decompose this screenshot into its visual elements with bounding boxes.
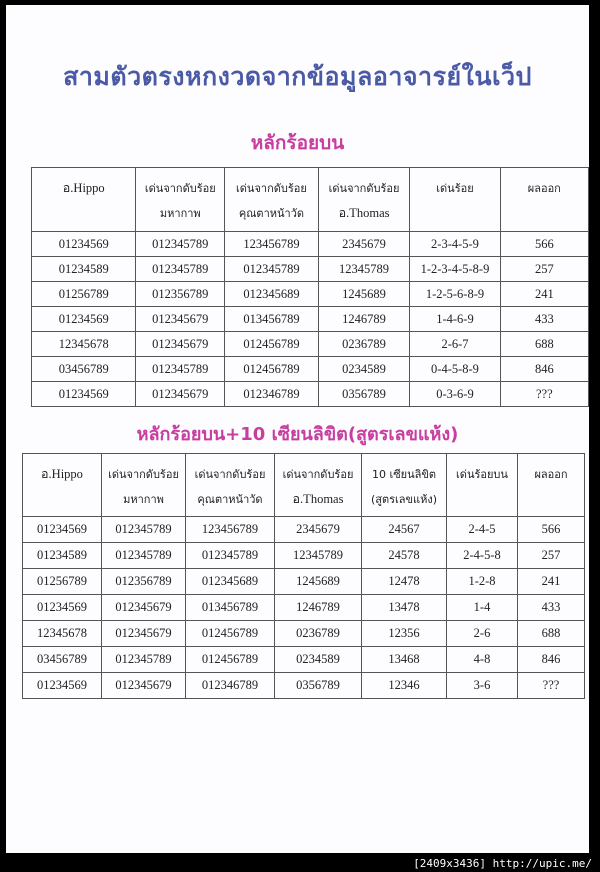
table-header-row — [23, 454, 585, 517]
cell: 2-4-5-8 — [447, 543, 518, 569]
cell: 012345789 — [102, 517, 186, 543]
cell: 1-4 — [447, 595, 518, 621]
table-row — [23, 673, 585, 699]
cell: 12345678 — [23, 621, 102, 647]
header-thomas — [275, 454, 362, 517]
table-row — [23, 595, 585, 621]
cell: 13468 — [362, 647, 447, 673]
cell: 0-4-5-8-9 — [410, 357, 500, 382]
cell: 2-6 — [447, 621, 518, 647]
cell: 012345789 — [136, 232, 225, 257]
cell: 1-2-3-4-5-8-9 — [410, 257, 500, 282]
cell: 012346789 — [225, 382, 319, 407]
cell: 012456789 — [225, 357, 319, 382]
cell: 0234589 — [275, 647, 362, 673]
header-line: เด่นร้อยบน — [456, 468, 508, 481]
cell: 013456789 — [186, 595, 275, 621]
cell: 012345679 — [102, 673, 186, 699]
header-den-roi — [410, 168, 500, 232]
header-line: มหากาพ — [159, 207, 201, 220]
header-khunta — [186, 454, 275, 517]
header-line: มหากาพ — [123, 493, 164, 506]
header-result — [518, 454, 585, 517]
header-line: ผลออก — [527, 182, 561, 195]
table-row — [32, 307, 589, 332]
cell: 012345789 — [136, 257, 225, 282]
header-line: อ.Hippo — [41, 467, 83, 481]
header-line: อ.Thomas — [292, 492, 344, 506]
cell: 12356 — [362, 621, 447, 647]
cell: 24578 — [362, 543, 447, 569]
cell: 012356789 — [102, 569, 186, 595]
cell: 1246789 — [318, 307, 410, 332]
cell: 012345789 — [102, 543, 186, 569]
table-row — [32, 357, 589, 382]
table-row — [32, 257, 589, 282]
cell: 012345679 — [102, 595, 186, 621]
cell: 012345789 — [225, 257, 319, 282]
header-line: อ.Hippo — [62, 181, 105, 195]
header-line: 10 เซียนลิขิต — [371, 468, 437, 481]
document-title: สามตัวตรงหกงวดจากข้อมูลอาจารย์ในเว็ป — [63, 62, 532, 91]
cell: 257 — [518, 543, 585, 569]
cell: 1-2-8 — [447, 569, 518, 595]
cell: 0-3-6-9 — [410, 382, 500, 407]
section1-table — [31, 167, 589, 407]
cell: 566 — [500, 232, 588, 257]
header-hippo — [32, 168, 136, 232]
header-line: เด่นจากดับร้อย — [328, 182, 400, 195]
cell: 0356789 — [275, 673, 362, 699]
cell: 01234569 — [32, 232, 136, 257]
header-hippo — [23, 454, 102, 517]
cell: 1245689 — [275, 569, 362, 595]
cell: 2-4-5 — [447, 517, 518, 543]
cell: 1245689 — [318, 282, 410, 307]
cell: 2345679 — [318, 232, 410, 257]
cell: 012345789 — [102, 647, 186, 673]
cell: 1246789 — [275, 595, 362, 621]
cell: 012345689 — [225, 282, 319, 307]
cell: 13478 — [362, 595, 447, 621]
cell: 012345679 — [136, 382, 225, 407]
section2-table — [22, 453, 585, 699]
cell: 123456789 — [225, 232, 319, 257]
cell: 566 — [518, 517, 585, 543]
cell: 03456789 — [23, 647, 102, 673]
cell: 12345789 — [275, 543, 362, 569]
cell: 2-6-7 — [410, 332, 500, 357]
header-thomas — [318, 168, 410, 232]
cell: 0236789 — [275, 621, 362, 647]
table-row — [23, 569, 585, 595]
cell: 012345679 — [136, 307, 225, 332]
cell: 846 — [500, 357, 588, 382]
header-result — [500, 168, 588, 232]
cell: 241 — [500, 282, 588, 307]
cell: 01234589 — [23, 543, 102, 569]
scanned-page — [6, 5, 589, 853]
header-line: คุณตาหน้าวัด — [238, 207, 305, 220]
table-row — [23, 517, 585, 543]
cell: 012356789 — [136, 282, 225, 307]
cell: 2345679 — [275, 517, 362, 543]
header-line: เด่นจากดับร้อย — [108, 468, 179, 481]
header-line: เด่นจากดับร้อย — [236, 182, 307, 195]
table-row — [23, 647, 585, 673]
table-header-row — [32, 168, 589, 232]
header-10-sian — [362, 454, 447, 517]
cell: 012456789 — [186, 647, 275, 673]
cell: 012345689 — [186, 569, 275, 595]
cell: 01234569 — [32, 307, 136, 332]
header-line: เด่นจากดับร้อย — [282, 468, 354, 481]
cell: 257 — [500, 257, 588, 282]
cell: 01234569 — [23, 673, 102, 699]
header-line: เด่นจากดับร้อย — [144, 182, 216, 195]
cell: 01256789 — [32, 282, 136, 307]
cell: 1-2-5-6-8-9 — [410, 282, 500, 307]
cell: 1-4-6-9 — [410, 307, 500, 332]
table-row — [32, 282, 589, 307]
header-mahakap — [102, 454, 186, 517]
cell: 24567 — [362, 517, 447, 543]
header-line: ผลออก — [534, 468, 568, 481]
table-row — [32, 232, 589, 257]
cell: 2-3-4-5-9 — [410, 232, 500, 257]
cell: 241 — [518, 569, 585, 595]
header-line: (สูตรเลขแห้ง) — [370, 493, 438, 506]
cell: 012456789 — [186, 621, 275, 647]
cell: 3-6 — [447, 673, 518, 699]
table-row — [23, 543, 585, 569]
cell: 012345789 — [136, 357, 225, 382]
cell: 0356789 — [318, 382, 410, 407]
cell: 688 — [518, 621, 585, 647]
cell: 03456789 — [32, 357, 136, 382]
cell: 012345679 — [136, 332, 225, 357]
cell: 012345679 — [102, 621, 186, 647]
header-line: เด่นร้อย — [436, 182, 474, 195]
cell: ??? — [518, 673, 585, 699]
cell: 0234589 — [318, 357, 410, 382]
cell: 01234589 — [32, 257, 136, 282]
cell: 12346 — [362, 673, 447, 699]
cell: 433 — [500, 307, 588, 332]
section2-title: หลักร้อยบน+10 เซียนลิขิต(สูตรเลขแห้ง) — [136, 424, 459, 445]
cell: 013456789 — [225, 307, 319, 332]
header-line: อ.Thomas — [338, 206, 390, 220]
cell: 012456789 — [225, 332, 319, 357]
cell: 12478 — [362, 569, 447, 595]
cell: 01256789 — [23, 569, 102, 595]
header-line: เด่นจากดับร้อย — [194, 468, 266, 481]
header-khunta — [225, 168, 319, 232]
cell: 012345789 — [186, 543, 275, 569]
table-row — [32, 382, 589, 407]
cell: 01234569 — [23, 517, 102, 543]
cell: 12345678 — [32, 332, 136, 357]
cell: 846 — [518, 647, 585, 673]
header-mahakap — [136, 168, 225, 232]
header-den-roi-bon — [447, 454, 518, 517]
cell: 4-8 — [447, 647, 518, 673]
cell: 433 — [518, 595, 585, 621]
cell: 012346789 — [186, 673, 275, 699]
cell: 123456789 — [186, 517, 275, 543]
cell: 0236789 — [318, 332, 410, 357]
cell: 01234569 — [23, 595, 102, 621]
header-line: คุณตาหน้าวัด — [197, 493, 263, 506]
table-row — [32, 332, 589, 357]
cell: 01234569 — [32, 382, 136, 407]
cell: ??? — [500, 382, 588, 407]
image-host-watermark: [2409x3436] http://upic.me/ — [413, 857, 592, 870]
table-row — [23, 621, 585, 647]
section1-title: หลักร้อยบน — [250, 132, 345, 154]
cell: 688 — [500, 332, 588, 357]
cell: 12345789 — [318, 257, 410, 282]
